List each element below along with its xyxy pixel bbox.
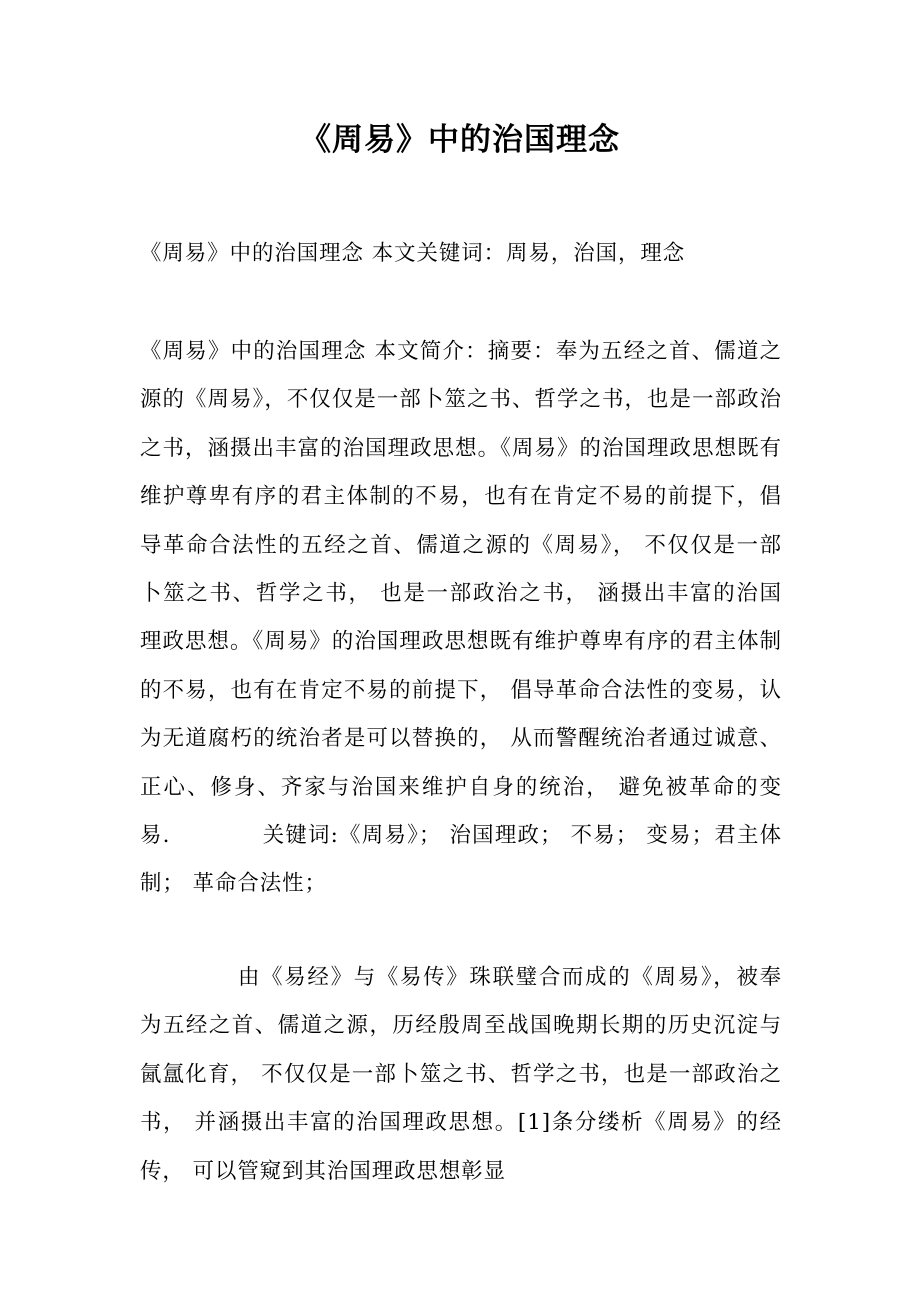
body-paragraph: 由《易经》与《易传》珠联璧合而成的《周易》，被奉为五经之首、儒道之源，历经殷周至战国晚期长期的历史沉淀与氤氲化育， 不仅仅是一部卜筮之书、哲学之书，也是一部政治之书， 并涵摄出丰富的治国理政思想。[1]条分缕析《周易》的经传， 可以管窥到其治国理政思想彰显 bbox=[140, 965, 782, 1184]
abstract-text: 《周易》中的治国理念 本文简介：摘要：奉为五经之首、儒道之源的《周易》，不仅仅是一部卜筮之书、哲学之书，也是一部政治之书，涵摄出丰富的治国理政思想。《周易》的治国理政思想既有维护尊卑有序的君主体制的不易，也有在肯定不易的前提下，倡导革命合法性的五经之首、儒道之源的《周易》， 不仅仅是一部卜筮之书、哲学之书， 也是一部政治之书， 涵摄出丰富的治国理政思想。《周易》的治国理政思想既有维护尊卑有序的君主体制的不易，也有在肯定不易的前提下， 倡导革命合法性的变易，认为无道腐朽的统治者是可以替换的， 从而警醒统治者通过诚意、正心、修身、齐家与治国来维护自身的统治， 避免被革命的变易. bbox=[140, 339, 782, 849]
abstract-keywords: 关键词:《周易》； 治国理政； 不易； 变易；君主体制； 革命合法性； bbox=[140, 823, 782, 897]
keywords-line: 《周易》中的治国理念 本文关键词：周易，治国，理念 bbox=[140, 241, 686, 266]
document-title: 《周易》中的治国理念 bbox=[300, 122, 620, 158]
abstract-paragraph bbox=[140, 328, 782, 909]
